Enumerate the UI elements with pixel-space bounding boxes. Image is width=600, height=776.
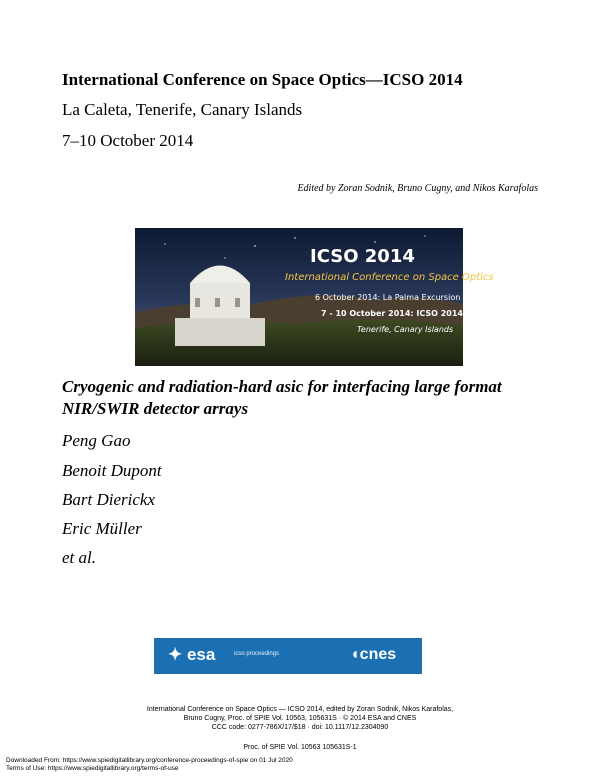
banner-line1: 6 October 2014: La Palma Excursion [315, 293, 461, 302]
banner-graphic [135, 228, 494, 366]
download-line: Downloaded From: https://www.spiedigitallibrary.org/conference-proceedings-of-spie on 01 Jul 2020 [6, 757, 293, 764]
banner-title: ICSO 2014 [310, 246, 415, 267]
author: Benoit Dupont [62, 461, 162, 480]
banner-line3: Tenerife, Canary Islands [357, 325, 454, 334]
conference-date: 7–10 October 2014 [62, 131, 194, 150]
conference-location: La Caleta, Tenerife, Canary Islands [62, 100, 303, 119]
terms-of-use-line: Terms of Use: https://www.spiedigitallibrary.org/terms-of-use [6, 765, 179, 772]
cnes-logo-text: cnes [359, 646, 397, 663]
icso-proceedings-label: icso proceedings [234, 651, 280, 657]
paper-title [62, 376, 542, 420]
citation-line2: Bruno Cugny, Proc. of SPIE Vol. 10563, 105631S · © 2014 ESA and CNES [183, 715, 417, 722]
author: Peng Gao [62, 431, 131, 450]
author-et-al: et al. [62, 548, 96, 567]
paper-title-line2: NIR/SWIR detector arrays [62, 399, 249, 418]
citation-line1: International Conference on Space Optics — ICSO 2014, edited by Zoran Sodnik, Nikos Karafolas, [146, 706, 454, 713]
author: Bart Dierickx [62, 490, 155, 509]
esa-logo: ✦ esa [168, 645, 216, 664]
citation-block [100, 705, 500, 732]
esa-cnes-logo-bar [154, 638, 422, 674]
citation-line3: CCC code: 0277-786X/17/$18 · doi: 10.1117/12.2304090 [211, 724, 389, 731]
banner-subtitle: International Conference on Space Optics [285, 272, 494, 283]
paper-title-line1: Cryogenic and radiation-hard asic for interfacing large format [62, 377, 502, 396]
proc-page-line: Proc. of SPIE Vol. 10563 105631S-1 [243, 744, 357, 751]
conference-title: International Conference on Space Optics—ICSO 2014 [62, 70, 463, 89]
editors-line: Edited by Zoran Sodnik, Bruno Cugny, and Nikos Karafolas [297, 183, 538, 194]
esa-logo-text: esa [186, 645, 216, 664]
author: Eric Müller [62, 519, 142, 538]
cnes-logo: ◖cnes [350, 646, 397, 663]
banner-line2: 7 - 10 October 2014: ICSO 2014 [321, 309, 463, 318]
conference-banner-image [135, 228, 494, 366]
